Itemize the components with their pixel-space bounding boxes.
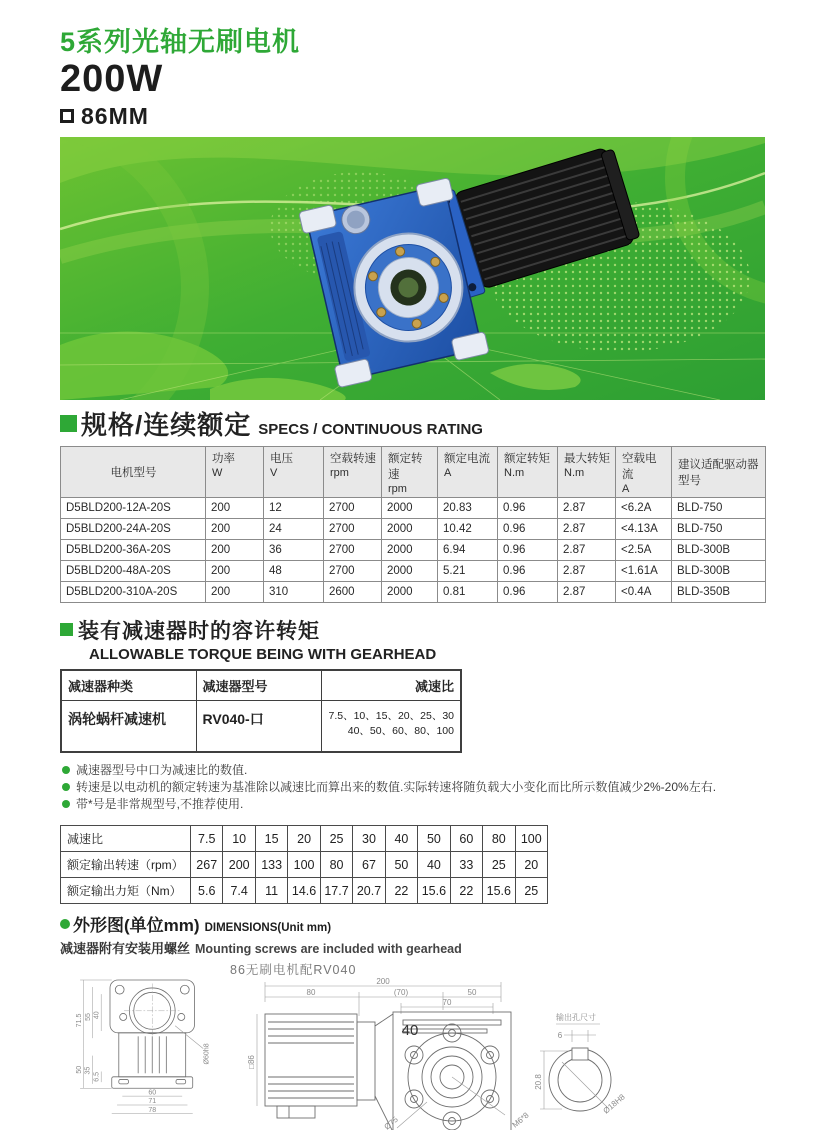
svg-text:Ø60h8: Ø60h8 xyxy=(203,1043,211,1065)
cell-gear-ratios: 7.5、10、15、20、25、30 40、50、60、80、100 xyxy=(321,700,461,752)
note-item: 带*号是非常规型号,不推荐使用. xyxy=(60,796,765,812)
title-block xyxy=(60,28,765,130)
svg-text:(70): (70) xyxy=(393,988,409,998)
cell-gear-type: 涡轮蜗杆减速机 xyxy=(61,700,196,752)
cell-model: D5BLD200-24A-20S xyxy=(61,518,206,539)
dimension-drawing-svg xyxy=(60,978,765,1130)
bullet-icon xyxy=(62,800,70,808)
spec-row: D5BLD200-36A-20S 200 36 2700 2000 6.94 0.96 2.87 <2.5A BLD-300B xyxy=(61,539,766,560)
gearhead-header-row xyxy=(61,670,461,701)
cell-model: D5BLD200-12A-20S xyxy=(61,497,206,518)
page-number: 40 xyxy=(401,1022,419,1039)
mounting-note: 减速器附有安装用螺丝 Mounting screws are included with gearhead xyxy=(60,941,462,957)
cell-model: D5BLD200-48A-20S xyxy=(61,560,206,581)
ratio-row: 额定输出转速（rpm） 267 200 133 100 80 67 50 40 33 25 20 xyxy=(61,852,548,878)
svg-text:60: 60 xyxy=(148,1089,157,1097)
drawing-title: 86无刷电机配RV040 xyxy=(230,963,357,978)
gearhead-heading-cn: 装有减速器时的容许转矩 xyxy=(78,619,320,643)
svg-text:6: 6 xyxy=(557,1031,563,1041)
svg-text:Ø75: Ø75 xyxy=(382,1114,400,1131)
gearhead-heading-en: ALLOWABLE TORQUE BEING WITH GEARHEAD xyxy=(89,645,437,663)
spec-row: D5BLD200-48A-20S 200 48 2700 2000 5.21 0.96 2.87 <1.61A BLD-300B xyxy=(61,560,766,581)
bullet-icon xyxy=(62,783,70,791)
cell-gear-model: RV040-口 xyxy=(196,700,321,752)
col-header: 空载电流 A xyxy=(616,446,672,497)
svg-text:50: 50 xyxy=(467,988,477,998)
col-header: 最大转矩 N.m xyxy=(558,446,616,497)
specs-heading-en: SPECS / CONTINUOUS RATING xyxy=(258,420,483,438)
dimensions-section-heading xyxy=(60,911,765,936)
svg-text:50: 50 xyxy=(75,1065,83,1074)
green-square-icon xyxy=(60,415,77,432)
svg-text:6.5: 6.5 xyxy=(93,1071,101,1082)
square-frame-icon xyxy=(60,109,74,123)
col-header: 减速比 xyxy=(321,670,461,701)
col-header: 额定电流 A xyxy=(438,446,498,497)
svg-text:Ø18H8: Ø18H8 xyxy=(601,1092,627,1116)
ratio-row: 额定输出力矩（Nm） 5.6 7.4 11 14.6 17.7 20.7 22 15.6 22 15.6 25 xyxy=(61,878,548,904)
svg-text:40: 40 xyxy=(93,1011,101,1020)
dimensions-heading-cn: 外形图(单位mm) xyxy=(73,916,200,936)
gearhead-row xyxy=(61,700,461,752)
green-square-icon xyxy=(60,623,73,636)
hero-banner xyxy=(60,137,765,400)
spec-row: D5BLD200-12A-20S 200 12 2700 2000 20.83 0.96 2.87 <6.2A BLD-750 xyxy=(61,497,766,518)
svg-text:□86: □86 xyxy=(247,1055,256,1069)
motor-side-view xyxy=(247,978,531,1130)
col-header: 空载转速 rpm xyxy=(324,446,382,497)
gearhead-table xyxy=(60,669,462,754)
ratio-row: 减速比 7.5 10 15 20 25 30 40 50 60 80 100 xyxy=(61,826,548,852)
ratio-table xyxy=(60,825,548,904)
col-header: 额定转速 rpm xyxy=(382,446,438,497)
svg-text:80: 80 xyxy=(306,988,316,998)
bullet-icon xyxy=(62,766,70,774)
specs-table xyxy=(60,446,766,603)
svg-text:35: 35 xyxy=(84,1066,92,1075)
frame-size-row xyxy=(60,103,765,130)
dimensions-heading-en: DIMENSIONS(Unit mm) xyxy=(204,922,332,935)
col-header: 电机型号 xyxy=(61,446,206,497)
svg-text:200: 200 xyxy=(376,978,390,987)
dimension-drawings xyxy=(60,978,765,1135)
notes-list xyxy=(60,762,765,812)
power-rating: 200W xyxy=(60,57,164,100)
svg-text:70: 70 xyxy=(442,998,452,1008)
cell-model: D5BLD200-310A-20S xyxy=(61,581,206,602)
green-dot-icon xyxy=(60,919,70,929)
page-content xyxy=(60,28,765,1135)
gearbox-front-view xyxy=(76,980,211,1114)
col-header: 电压 V xyxy=(264,446,324,497)
series-title: 5系列光轴无刷电机 xyxy=(60,27,301,57)
col-header: 功率 W xyxy=(206,446,264,497)
specs-header-row xyxy=(61,446,766,497)
banner-illustration xyxy=(60,137,765,400)
specs-section-heading xyxy=(60,405,765,442)
spec-row: D5BLD200-24A-20S 200 24 2700 2000 10.42 0.96 2.87 <4.13A BLD-750 xyxy=(61,518,766,539)
specs-heading-cn: 规格/连续额定 xyxy=(81,409,252,440)
note-item: 减速器型号中口为减速比的数值. xyxy=(60,762,765,778)
col-header: 减速器型号 xyxy=(196,670,321,701)
svg-text:55: 55 xyxy=(84,1013,92,1021)
svg-text:输出孔尺寸: 输出孔尺寸 xyxy=(556,1013,596,1023)
spec-row: D5BLD200-310A-20S 200 310 2600 2000 0.81 0.96 2.87 <0.4A BLD-350B xyxy=(61,581,766,602)
svg-text:71: 71 xyxy=(148,1098,157,1106)
col-header: 建议适配驱动器型号 xyxy=(672,446,766,497)
gearhead-section-heading xyxy=(60,615,765,645)
col-header: 减速器种类 xyxy=(61,670,196,701)
cell-model: D5BLD200-36A-20S xyxy=(61,539,206,560)
svg-text:20.8: 20.8 xyxy=(534,1074,543,1090)
frame-size-label: 86MM xyxy=(81,102,149,129)
svg-text:M6*8: M6*8 xyxy=(510,1110,531,1130)
note-item: 转速是以电动机的额定转速为基准除以减速比而算出来的数值.实际转速将随负载大小变化而比所示数值减少2%-20%左右. xyxy=(60,779,765,795)
svg-text:71.5: 71.5 xyxy=(75,1013,83,1028)
svg-text:78: 78 xyxy=(148,1107,157,1115)
col-header: 额定转矩 N.m xyxy=(498,446,558,497)
